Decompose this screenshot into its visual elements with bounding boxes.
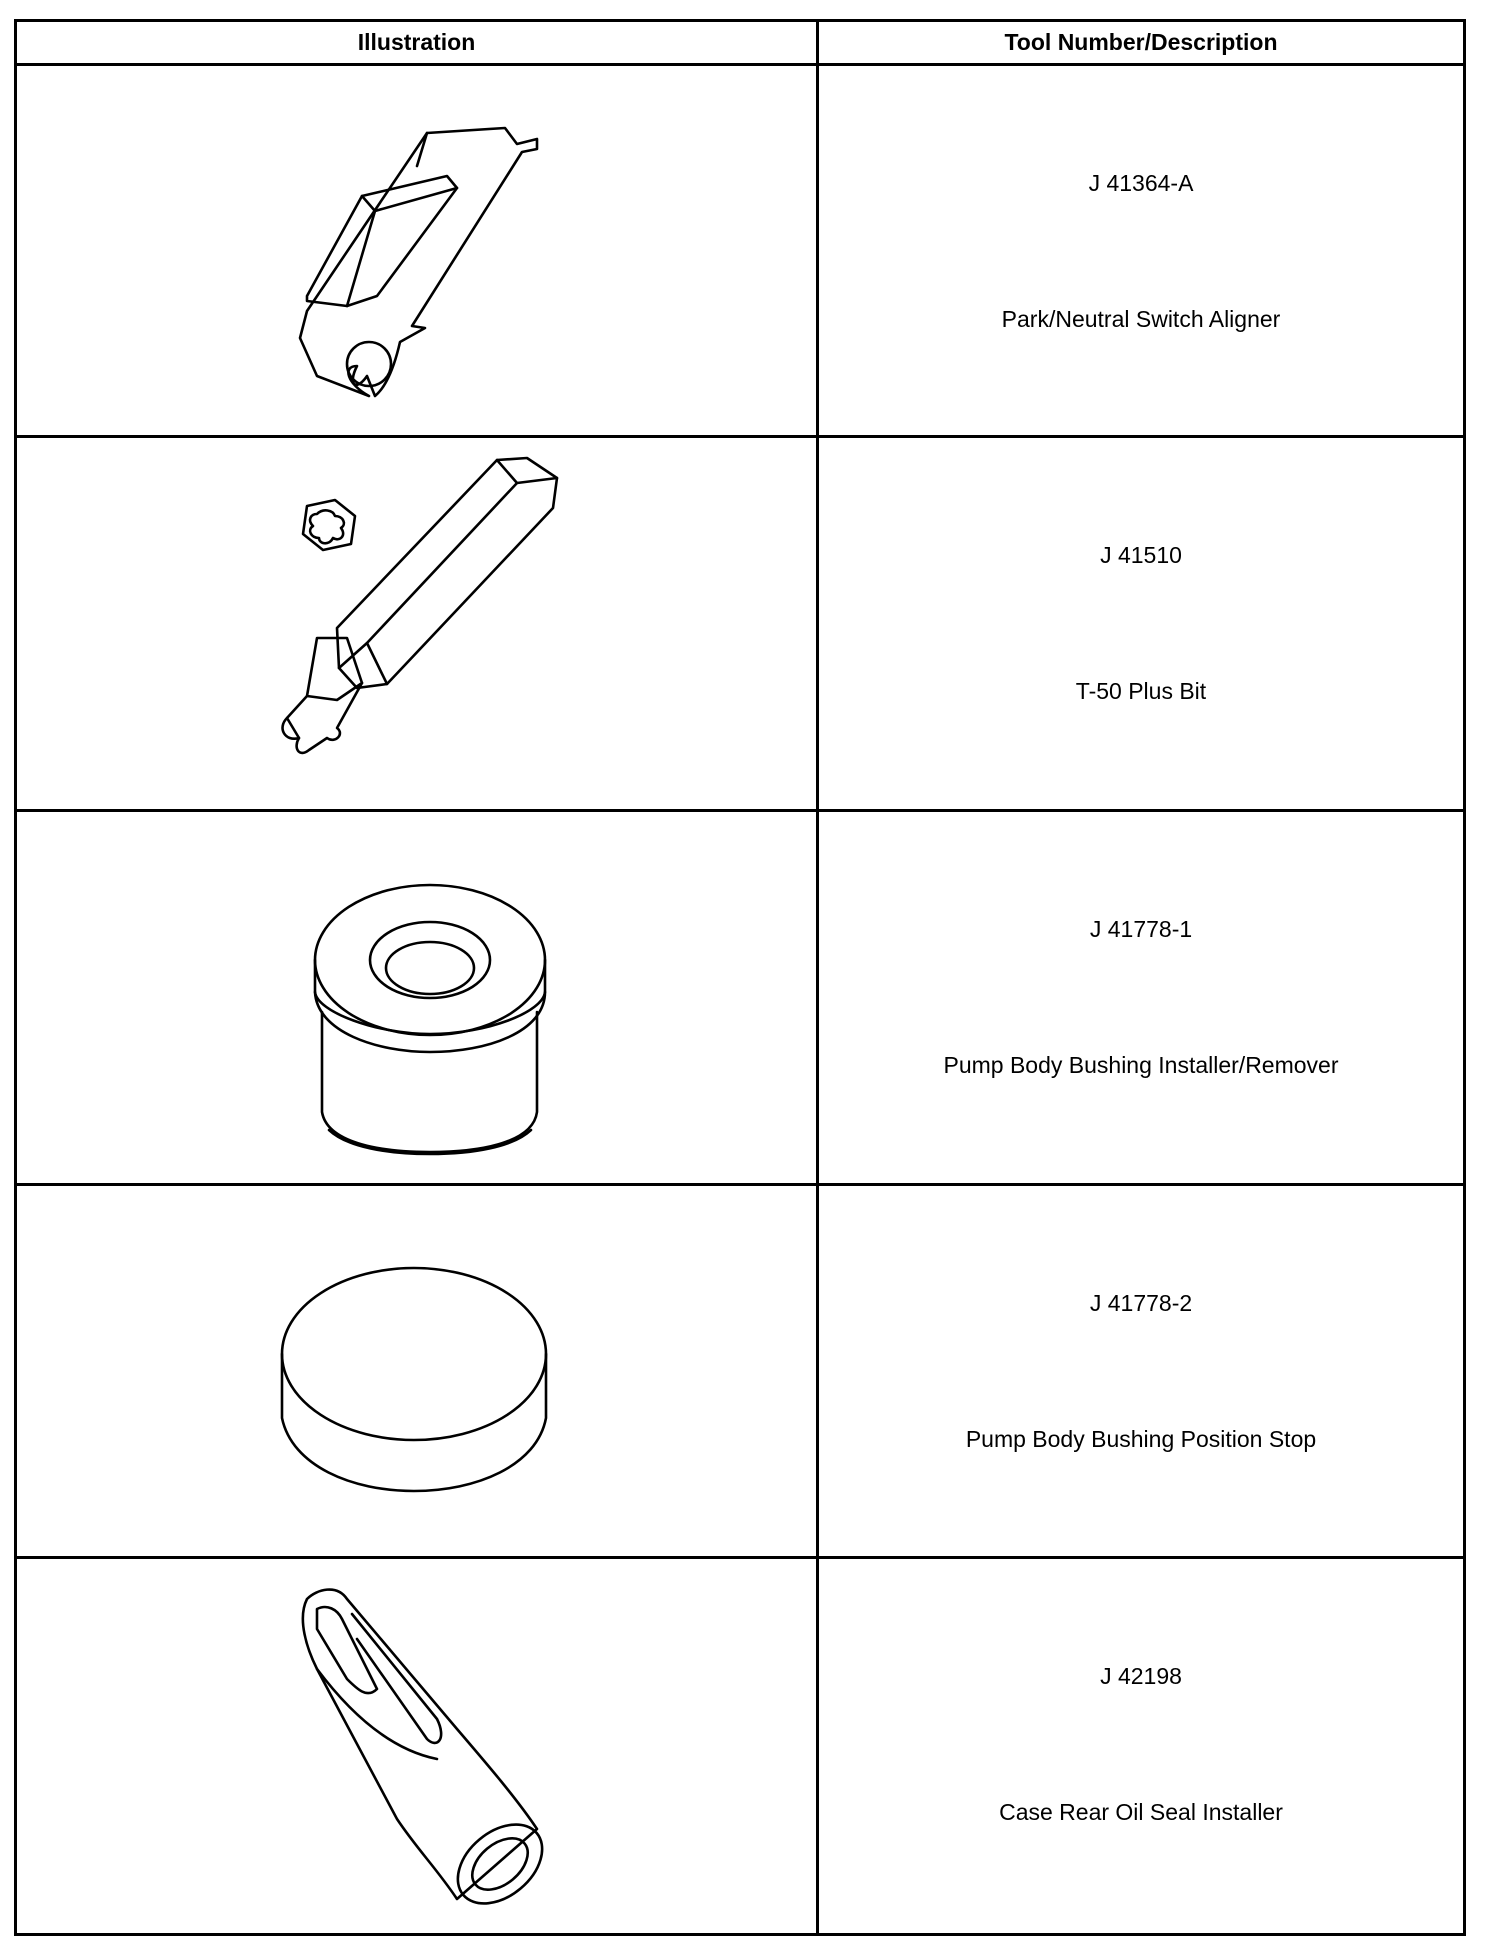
special-tools-table — [14, 19, 1466, 1936]
table-row — [17, 812, 1463, 1183]
switch-aligner-icon — [17, 66, 816, 435]
tool-cell — [819, 1559, 1463, 1936]
table-row — [17, 66, 1463, 435]
tool-description: Case Rear Oil Seal Installer — [999, 1799, 1283, 1825]
tool-description: T-50 Plus Bit — [1075, 678, 1207, 704]
header-tool-number-description: Tool Number/Description — [1004, 29, 1278, 55]
tool-description: Park/Neutral Switch Aligner — [1001, 306, 1281, 332]
illustration-cell — [17, 812, 816, 1183]
position-stop-icon — [17, 1186, 816, 1556]
tool-cell — [819, 812, 1463, 1183]
bushing-installer-icon — [17, 812, 816, 1183]
illustration-cell — [17, 1559, 816, 1936]
tool-number: J 42198 — [1100, 1663, 1182, 1689]
tool-number: J 41778-2 — [1089, 1290, 1193, 1316]
illustration-cell — [17, 1186, 816, 1556]
tool-description: Pump Body Bushing Position Stop — [965, 1426, 1317, 1452]
tool-cell — [819, 66, 1463, 435]
header-illustration: Illustration — [357, 29, 476, 55]
illustration-cell — [17, 66, 816, 435]
tool-cell — [819, 438, 1463, 809]
table-row — [17, 1186, 1463, 1556]
tool-description: Pump Body Bushing Installer/Remover — [943, 1052, 1339, 1078]
tool-number: J 41510 — [1100, 542, 1182, 568]
tool-cell — [819, 1186, 1463, 1556]
seal-installer-icon — [17, 1559, 816, 1936]
table-row — [17, 1559, 1463, 1936]
torx-bit-icon — [17, 438, 816, 809]
tool-number: J 41778-1 — [1089, 916, 1193, 942]
illustration-cell — [17, 438, 816, 809]
tool-number: J 41364-A — [1088, 170, 1194, 196]
table-row — [17, 438, 1463, 809]
